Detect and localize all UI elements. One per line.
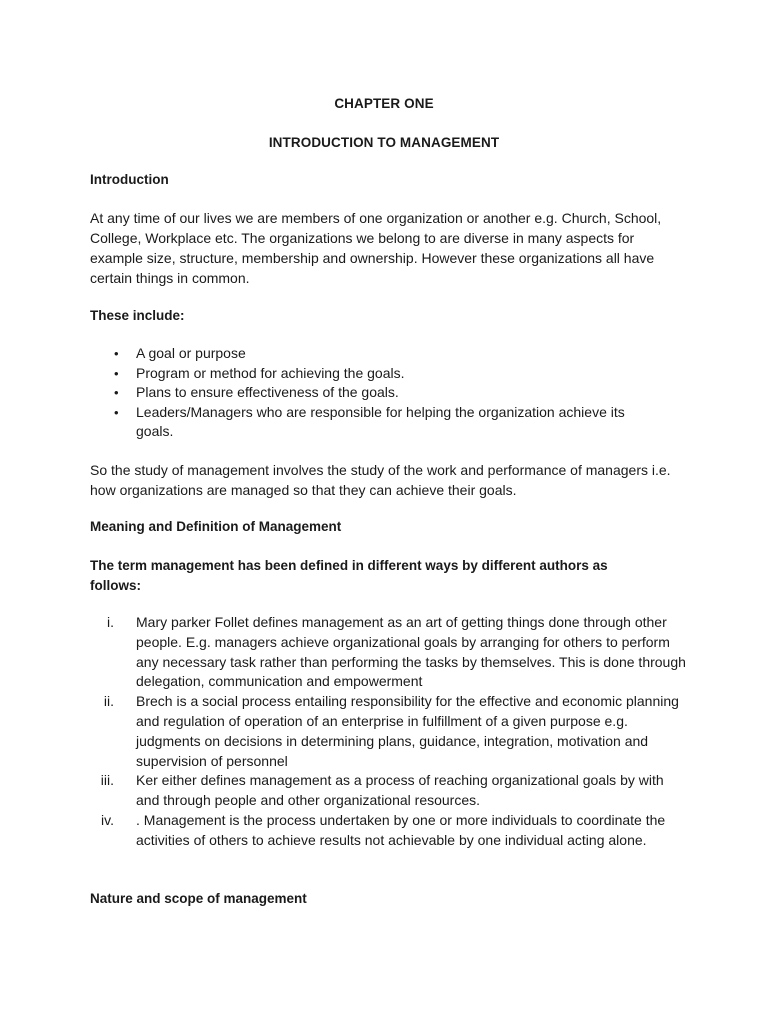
list-item: • Program or method for achieving the goals. [90,364,650,384]
list-item: • A goal or purpose [90,344,650,364]
bullet-list [90,344,650,442]
term-heading: The term management has been defined in different ways by different authors as follows: [90,558,608,593]
study-paragraph: So the study of management involves the study of the work and performance of managers i.e. how organizations are managed so that they can achieve their goals. [90,462,671,498]
list-text: Mary parker Follet defines management as an art of getting things done through other people. E.g. managers achieve organizational goals by arranging for others to perform any necessary task rather than performing the tasks by themselves. This is done through delegation, communication and empowerment [136,614,686,690]
list-text: . Management is the process undertaken by one or more individuals to coordinate the activities of others to achieve results not achievable by one individual acting alone. [136,811,666,848]
definition-list [90,613,690,851]
list-number: iii. [100,772,114,789]
chapter-title: INTRODUCTION TO MANAGEMENT [268,135,500,150]
nature-heading: Nature and scope of management [90,891,307,906]
chapter-heading: CHAPTER ONE [334,96,434,111]
list-item [90,811,690,851]
list-item [90,613,690,692]
list-item: • Leaders/Managers who are responsible for helping the organization achieve its goals. [90,403,650,442]
list-item [90,692,690,771]
list-number: iv. [101,811,114,828]
list-item [90,771,690,811]
meaning-heading: Meaning and Definition of Management [90,519,342,534]
intro-heading: Introduction [90,172,169,187]
list-text: Ker either defines management as a process of reaching organizational goals by with and through people and other organizational resources. [136,772,664,809]
list-text: Brech is a social process entailing responsibility for the effective and economic planning and regulation of operation of an enterprise in fulfillment of a given purpose e.g. judgments on decisions in determining plans, guidance, integration, motivation and supervision of personnel [136,693,679,769]
list-number: ii. [103,693,114,710]
list-number: i. [107,614,114,630]
these-include-heading: These include: [90,308,185,323]
intro-paragraph: At any time of our lives we are members of one organization or another e.g. Church, School, College, Workplace etc. The organizations we belong to are diverse in many aspects for example size, structure, membership and ownership. However these organizations all have certain things in common. [90,210,662,286]
list-item: • Plans to ensure effectiveness of the goals. [90,383,650,403]
